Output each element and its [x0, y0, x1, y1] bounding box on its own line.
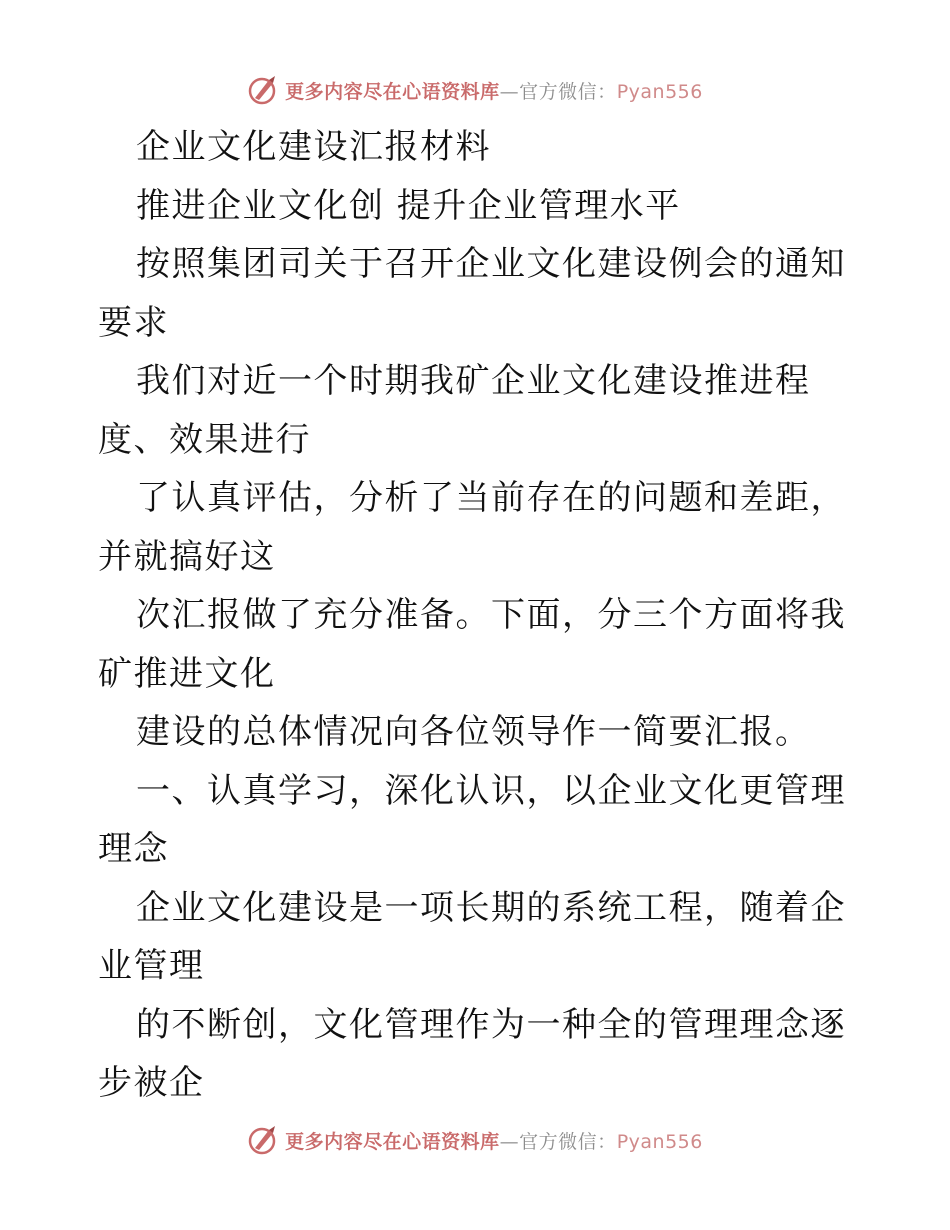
footer-watermark-banner: [0, 1120, 950, 1160]
paragraph: 了认真评估，分析了当前存在的问题和差距，并就搞好这: [98, 478, 846, 577]
watermark-text: [285, 77, 703, 104]
document-title: 企业文化建设汇报材料: [136, 127, 491, 167]
paragraph: 企业文化建设是一项长期的系统工程，随着企业管理: [98, 887, 846, 986]
section-heading: 一、认真学习，深化认识，以企业文化更管理理念: [98, 770, 846, 869]
paragraph: 按照集团司关于召开企业文化建设例会的通知要求: [98, 244, 846, 343]
paragraph: 建设的总体情况向各位领导作一简要汇报。: [136, 712, 811, 752]
paragraph: 我们对近一个时期我矿企业文化建设推进程度、效果进行: [98, 361, 811, 460]
separator: —: [499, 80, 520, 103]
brand-name: 更多内容尽在心语资料库: [285, 80, 500, 103]
wechat-id: Pyan556: [616, 1130, 703, 1153]
header-watermark-banner: [0, 70, 950, 110]
quill-pen-logo-icon: [247, 1124, 279, 1156]
quill-pen-logo-icon: [247, 74, 279, 106]
wechat-label: 官方微信：: [519, 1130, 617, 1153]
document-subtitle: 推进企业文化创 提升企业管理水平: [136, 185, 681, 226]
watermark-text: [285, 1127, 703, 1154]
wechat-label: 官方微信：: [519, 80, 617, 103]
document-body: [98, 118, 858, 1113]
paragraph: 的不断创，文化管理作为一种全的管理理念逐步被企: [98, 1004, 846, 1103]
wechat-id: Pyan556: [616, 80, 703, 103]
brand-name: 更多内容尽在心语资料库: [285, 1130, 500, 1153]
paragraph: 次汇报做了充分准备。下面，分三个方面将我矿推进文化: [98, 595, 846, 694]
separator: —: [499, 1130, 520, 1153]
